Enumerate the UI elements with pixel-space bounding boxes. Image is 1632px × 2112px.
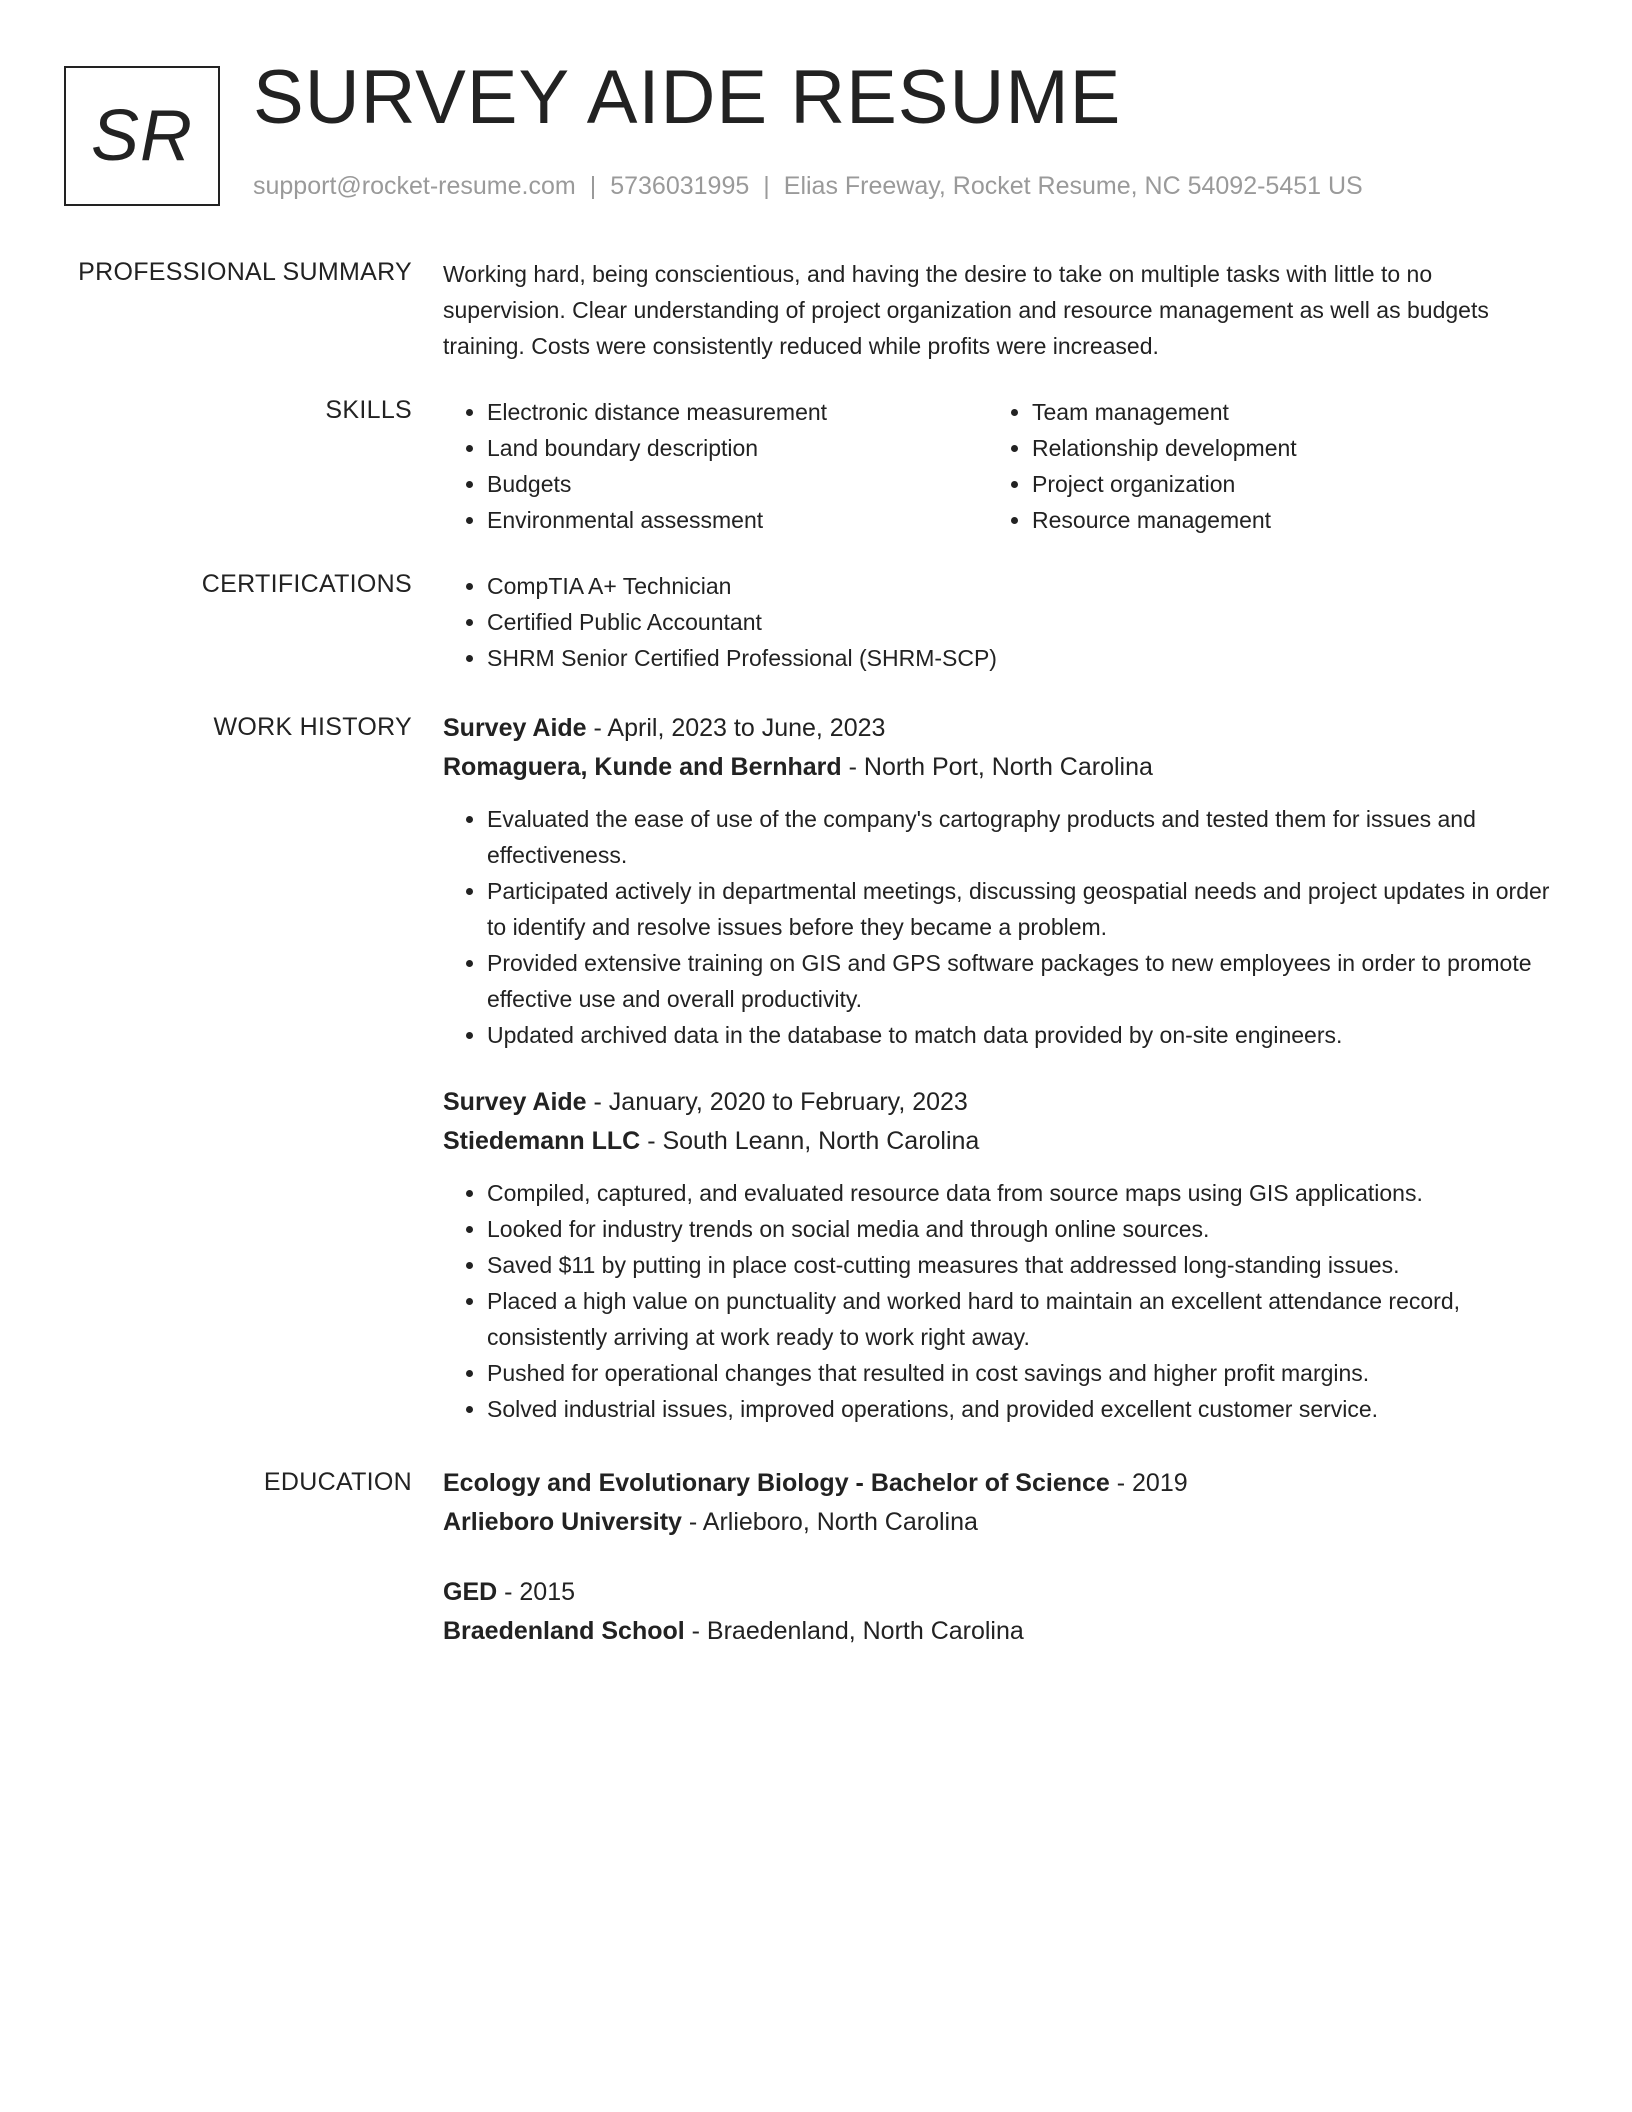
job-duty: • Provided extensive training on GIS and GPS software packages to new employees in order to promote effective use and overall productivity. bbox=[487, 945, 1553, 1017]
resume-title: SURVEY AIDE RESUME bbox=[253, 55, 1122, 140]
skill-item: • Team management bbox=[1032, 394, 1533, 430]
job-entry bbox=[443, 1083, 1553, 1427]
job-duty: • Pushed for operational changes that resulted in cost savings and higher profit margins. bbox=[487, 1355, 1553, 1391]
section-title-summary: PROFESSIONAL SUMMARY bbox=[78, 258, 412, 286]
job-company: Romaguera, Kunde and Bernhard bbox=[443, 753, 842, 781]
education-degree: GED bbox=[443, 1578, 498, 1606]
job-dates: - January, 2020 to February, 2023 bbox=[586, 1088, 968, 1116]
skill-item: • Electronic distance measurement bbox=[487, 394, 988, 430]
skills-list-left bbox=[443, 394, 988, 538]
education-body bbox=[443, 1464, 1553, 1651]
contact-phone[interactable]: 5736031995 bbox=[610, 172, 750, 200]
section-title-work-history: WORK HISTORY bbox=[213, 713, 412, 741]
work-history-body bbox=[443, 709, 1553, 1427]
contact-separator: | bbox=[763, 172, 770, 200]
job-duty: • Updated archived data in the database to match data provided by on-site engineers. bbox=[487, 1017, 1553, 1053]
skill-item: • Budgets bbox=[487, 466, 988, 502]
education-location: - Braedenland, North Carolina bbox=[684, 1617, 1024, 1645]
skills-columns bbox=[443, 394, 1553, 538]
certifications-list bbox=[443, 568, 1553, 676]
monogram-initials: SR bbox=[90, 96, 194, 176]
skill-item: • Land boundary description bbox=[487, 430, 988, 466]
job-duty: • Saved $11 by putting in place cost-cutting measures that addressed long-standing issues. bbox=[487, 1247, 1553, 1283]
education-entry bbox=[443, 1464, 1553, 1542]
job-company: Stiedemann LLC bbox=[443, 1127, 641, 1155]
job-role: Survey Aide bbox=[443, 714, 587, 742]
certification-item: • CompTIA A+ Technician bbox=[487, 568, 1553, 604]
section-title-certifications: CERTIFICATIONS bbox=[201, 570, 412, 598]
education-location: - Arlieboro, North Carolina bbox=[681, 1508, 978, 1536]
certification-item: • SHRM Senior Certified Professional (SHRM-SCP) bbox=[487, 640, 1553, 676]
education-degree-line bbox=[443, 1464, 1553, 1503]
job-duties-list bbox=[443, 1175, 1553, 1427]
job-company-line bbox=[443, 1122, 1553, 1161]
certification-item: • Certified Public Accountant bbox=[487, 604, 1553, 640]
education-year: - 2015 bbox=[497, 1578, 576, 1606]
section-title-education: EDUCATION bbox=[263, 1468, 412, 1496]
summary-text: Working hard, being conscientious, and having the desire to take on multiple tasks with little to no supervision. Clear understanding of project organization and resource management as well as budgets training. Costs were consistently reduced while profits were increased. bbox=[443, 261, 1489, 359]
job-entry bbox=[443, 709, 1553, 1053]
job-title-line bbox=[443, 709, 1553, 748]
job-duty: • Participated actively in departmental meetings, discussing geospatial needs and project updates in order to identify and resolve issues before they became a problem. bbox=[487, 873, 1553, 945]
education-year: - 2019 bbox=[1109, 1469, 1188, 1497]
contact-address: Elias Freeway, Rocket Resume, NC 54092-5451 US bbox=[783, 172, 1363, 200]
job-dates: - April, 2023 to June, 2023 bbox=[586, 714, 886, 742]
education-degree-line bbox=[443, 1573, 1553, 1612]
education-school: Braedenland School bbox=[443, 1617, 685, 1645]
skill-item: • Relationship development bbox=[1032, 430, 1533, 466]
contact-line bbox=[253, 172, 1363, 201]
job-duty: • Placed a high value on punctuality and worked hard to maintain an excellent attendance record, consistently arriving at work ready to work right away. bbox=[487, 1283, 1553, 1355]
skills-list-right bbox=[988, 394, 1533, 538]
skill-item: • Project organization bbox=[1032, 466, 1533, 502]
education-degree: Ecology and Evolutionary Biology - Bachelor of Science bbox=[443, 1469, 1110, 1497]
contact-separator: | bbox=[589, 172, 597, 200]
job-location: - South Leann, North Carolina bbox=[640, 1127, 980, 1155]
skills-body bbox=[443, 394, 1553, 538]
monogram-box bbox=[64, 66, 220, 206]
contact-email[interactable]: support@rocket-resume.com bbox=[253, 172, 576, 200]
job-duty: • Solved industrial issues, improved operations, and provided excellent customer service. bbox=[487, 1391, 1553, 1427]
education-school-line bbox=[443, 1503, 1553, 1542]
job-duty: • Compiled, captured, and evaluated resource data from source maps using GIS applications. bbox=[487, 1175, 1553, 1211]
skill-item: • Environmental assessment bbox=[487, 502, 988, 538]
certifications-body bbox=[443, 568, 1553, 676]
job-company-line bbox=[443, 748, 1553, 787]
education-entry bbox=[443, 1573, 1553, 1651]
skill-item: • Resource management bbox=[1032, 502, 1533, 538]
job-duty: • Looked for industry trends on social media and through online sources. bbox=[487, 1211, 1553, 1247]
job-duties-list bbox=[443, 801, 1553, 1053]
job-role: Survey Aide bbox=[443, 1088, 587, 1116]
summary-body bbox=[443, 256, 1553, 364]
job-duty: • Evaluated the ease of use of the company's cartography products and tested them for issues and effectiveness. bbox=[487, 801, 1553, 873]
education-school: Arlieboro University bbox=[443, 1508, 682, 1536]
education-school-line bbox=[443, 1612, 1553, 1651]
job-location: - North Port, North Carolina bbox=[841, 753, 1153, 781]
section-title-skills: SKILLS bbox=[325, 396, 412, 424]
job-title-line bbox=[443, 1083, 1553, 1122]
